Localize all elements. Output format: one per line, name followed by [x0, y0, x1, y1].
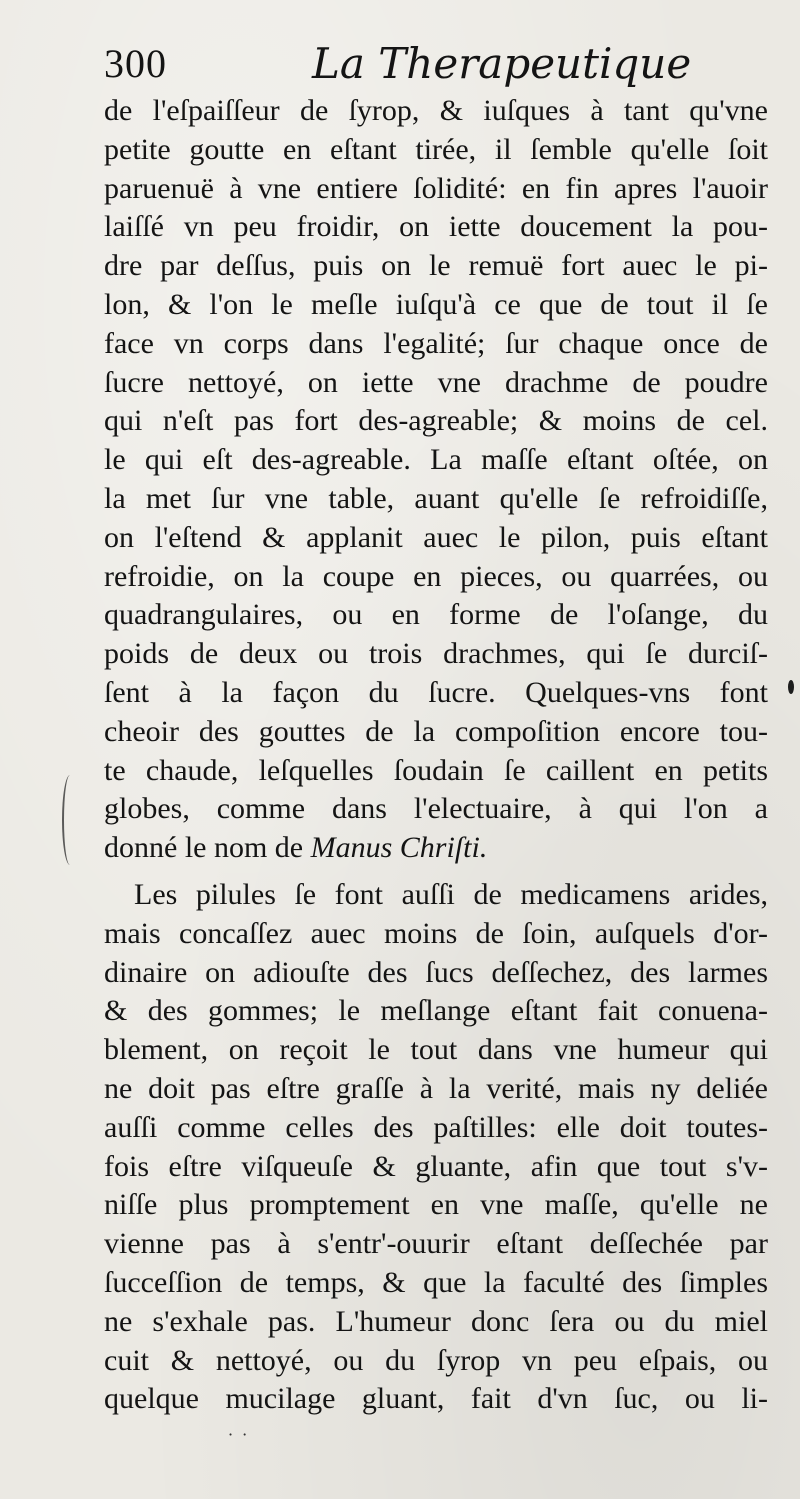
running-head: La Therapeutique: [312, 39, 692, 88]
text-line: ne s'exhale pas. L'humeur donc ſera ou du miel: [104, 1304, 768, 1338]
paragraph-2: [104, 876, 768, 1419]
text-line: auſſi comme celles des paſtilles: elle doit toutes-: [104, 1110, 768, 1144]
text-line: ne doit pas eſtre graſſe à la verité, mais ny deliée: [104, 1071, 768, 1105]
text-line: globes, comme dans l'electuaire, à qui l'on a: [104, 792, 768, 826]
text-line: quadrangulaires, ou en forme de l'oſange, du: [104, 598, 768, 632]
manus-christi: Manus Chriſti.: [310, 831, 488, 865]
text-line: ſucre nettoyé, on iette vne drachme de poudre: [104, 365, 768, 399]
text-line: ſent à la façon du ſucre. Quelques-vns font: [104, 675, 768, 709]
footer-dots: · ·: [228, 1425, 250, 1444]
text-line: cheoir des gouttes de la compoſition encore tou-: [104, 714, 768, 748]
text-line: dinaire on adiouſte des ſucs deſſechez, des larmes: [104, 955, 768, 989]
text-line: quelque mucilage gluant, fait d'vn ſuc, ou li-: [104, 1382, 768, 1416]
text-line: laiſſé vn peu froidir, on iette doucement la pou-: [104, 210, 768, 244]
paragraph-gap: [104, 868, 768, 876]
margin-bracket-mark: [62, 775, 78, 865]
text-line: de l'eſpaiſſeur de ſyrop, & iuſques à tant qu'vne: [104, 94, 768, 127]
last-line-prefix: donné le nom de: [104, 831, 304, 865]
text-line: poids de deux ou trois drachmes, qui ſe durciſ-: [104, 637, 768, 671]
body-text: [104, 92, 768, 1419]
text-line: lon, & l'on le meſle iuſqu'à ce que de tout il ſe: [104, 287, 768, 321]
text-line: cuit & nettoyé, ou du ſyrop vn peu eſpais, ou: [104, 1343, 768, 1377]
text-line: le qui eſt des-agreable. La maſſe eſtant oſtée, on: [104, 443, 768, 477]
text-line: petite goutte en eſtant tirée, il ſemble qu'elle ſoit: [104, 132, 768, 166]
text-line: Les pilules ſe font auſſi de medicamens arides,: [134, 877, 768, 911]
text-line: niſſe plus promptement en vne maſſe, qu'elle ne: [104, 1188, 768, 1222]
text-line: paruenuë à vne entiere ſolidité: en fin apres l'auoir: [104, 171, 768, 205]
page-header: [104, 34, 744, 94]
text-line: face vn corps dans l'egalité; ſur chaque once de: [104, 326, 768, 360]
text-line: te chaude, leſquelles ſoudain ſe caillent en petits: [104, 753, 768, 787]
text-line: mais concaſſez auec moins de ſoin, auſquels d'or-: [104, 916, 768, 950]
text-line: dre par deſſus, puis on le remuë fort auec le pi-: [104, 249, 768, 283]
text-line: on l'eſtend & applanit auec le pilon, puis eſtant: [104, 520, 768, 554]
text-line: & des gommes; le meſlange eſtant fait conuena-: [104, 994, 768, 1028]
text-line: qui n'eſt pas fort des-agreable; & moins de cel.: [104, 404, 768, 438]
paragraph-1: [104, 92, 768, 868]
page-number: 300: [104, 41, 167, 86]
text-line: ſucceſſion de temps, & que la faculté des ſimples: [104, 1265, 768, 1299]
ink-blot: [788, 680, 794, 694]
text-line: la met ſur vne table, auant qu'elle ſe refroidiſſe,: [104, 481, 768, 515]
text-line: fois eſtre viſqueuſe & gluante, afin que tout s'v-: [104, 1149, 768, 1183]
text-line: vienne pas à s'entr'-ouurir eſtant deſſechée par: [104, 1227, 768, 1261]
text-line: blement, on reçoit le tout dans vne humeur qui: [104, 1033, 768, 1067]
text-line-last: [104, 829, 768, 868]
text-line: refroidie, on la coupe en pieces, ou quarrées, ou: [104, 559, 768, 593]
